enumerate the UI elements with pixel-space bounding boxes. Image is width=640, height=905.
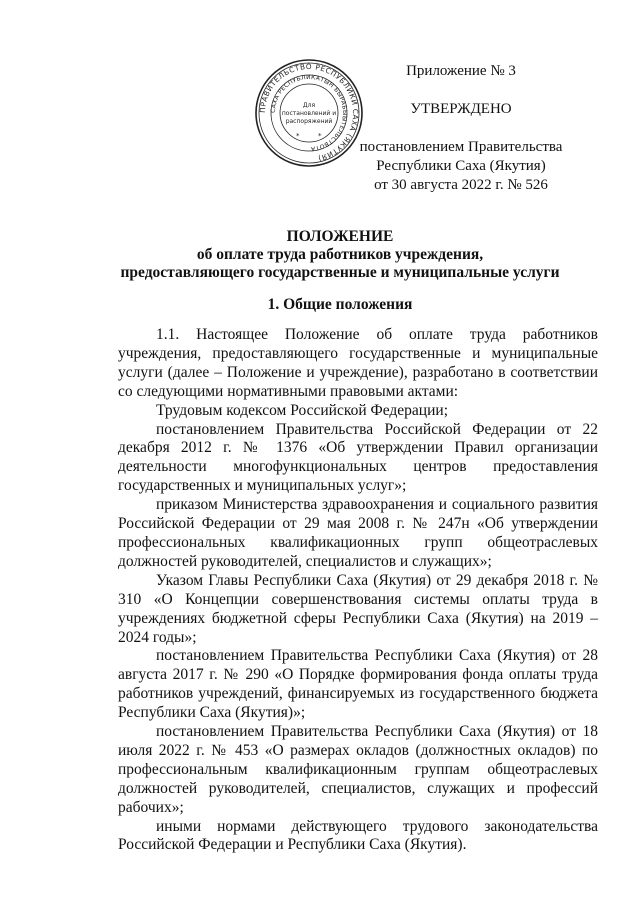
- approved-label: УТВЕРЖДЕНО: [410, 101, 512, 117]
- paragraph: 1.1. Настоящее Положение об оплате труда работников учреждения, предоставляющего государственные и муниципальные услуги (далее – Положение и учреждение), разработано в соответствии со следующими нормативными правовыми актами:: [118, 326, 598, 400]
- approval-block: [356, 62, 566, 195]
- paragraph: иными нормами действующего трудового законодательства Российской Федерации и Республики Саха (Якутия).: [118, 817, 598, 854]
- official-seal-stamp: [254, 58, 364, 168]
- seal-star-icon: *: [296, 132, 300, 140]
- document-subtitle-line-1: об оплате труда работников учреждения,: [196, 246, 484, 263]
- paragraph: Трудовым кодексом Российской Федерации;: [156, 401, 448, 419]
- paragraph: постановлением Правительства Республики Саха (Якутия) от 28 августа 2017 г. № 290 «О Порядке формирования фонда оплаты труда работников учреждений, финансируемых из государственного бюджета Республики Саха (Якутия)»;: [118, 647, 598, 722]
- appendix-number: Приложение № 3: [406, 63, 516, 79]
- paragraph: постановлением Правительства Российской Федерации от 22 декабря 2012 г. № 1376 «Об утверждении Правил организации деятельности многофункциональных центров предоставления государственных и муниципальных услуг»;: [118, 420, 598, 495]
- seal-center-line-3: распоряжений: [285, 118, 333, 125]
- seal-center-line-2: постановлений и: [281, 110, 337, 117]
- document-subtitle-line-2: предоставляющего государственные и муниципальные услуги: [120, 264, 560, 281]
- document-body: [118, 326, 598, 855]
- paragraph: постановлением Правительства Республики Саха (Якутия) от 18 июля 2022 г. № 453 «О размерах окладов (должностных окладов) по профессиональным квалификационным группам общеотраслевых должностей руководителей, специалистов, служащих и профессий рабочих»;: [118, 723, 598, 816]
- paragraph: Указом Главы Республики Саха (Якутия) от 29 декабря 2018 г. № 310 «О Концепции совершенствования системы оплаты труда в учреждениях бюджетной сферы Республики Саха (Якутия) на 2019 – 2024 годы»;: [118, 571, 598, 646]
- seal-star-icon: *: [318, 132, 322, 140]
- section-heading: 1. Общие положения: [267, 296, 413, 313]
- approved-by-line-2: Республики Саха (Якутия): [376, 158, 546, 174]
- approved-by-line-3: от 30 августа 2022 г. № 526: [374, 177, 548, 193]
- document-title: ПОЛОЖЕНИЕ: [286, 228, 394, 245]
- seal-inner-text: САХА РЕСПУБЛИКАТЫН БЫРАБЫЫТЕЛЬСТВОТА: [269, 73, 349, 153]
- seal-center-line-1: Для: [302, 102, 316, 109]
- seal-outer-text: ПРАВИТЕЛЬСТВО РЕСПУБЛИКИ САХА (ЯКУТИЯ): [257, 61, 361, 164]
- paragraph: приказом Министерства здравоохранения и социального развития Российской Федерации от 29 мая 2008 г. № 247н «Об утверждении профессиональных квалификационных групп общеотраслевых должностей руководителей, специалистов и служащих»;: [118, 496, 598, 570]
- approved-by-line-1: постановлением Правительства: [359, 139, 563, 155]
